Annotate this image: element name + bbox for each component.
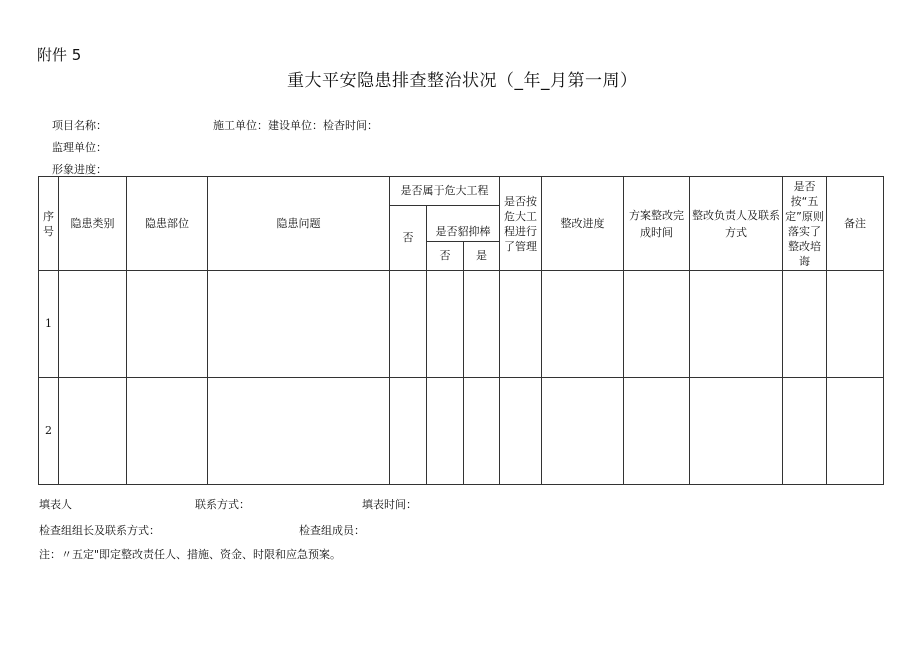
header-seq: 序号 [39,177,59,271]
header-responsible: 整改负责人及联系方式 [690,177,783,271]
header-category: 隐患类别 [59,177,127,271]
header-progress: 整改进度 [542,177,624,271]
header-remarks: 备注 [827,177,884,271]
filler-label: 填表人 [39,498,72,511]
table-row [39,271,884,378]
table-row [39,378,884,485]
header-exceeds-yes: 是 [464,242,500,271]
header-dangerous-no: 否 [390,206,427,271]
header-location: 隐患部位 [127,177,208,271]
fill-time-label: 填表时间： [362,498,417,511]
header-five-fixed: 是否按“五定”原则落实了整改培诲 [783,177,827,271]
attachment-label: 附件 5 [37,46,82,64]
note-text: 注：〃五定"即定整改责任人、措施、资金、时限和应急预案。 [39,548,342,561]
page-title: 重大平安隐患排查整治状况（_年_月第一周） [287,71,638,91]
team-members-label: 检查组成员： [299,524,365,537]
header-issue: 隐患问题 [208,177,390,271]
header-exceeds-no: 否 [427,242,464,271]
header-exceeds-scale: 是否貂抑棒 [427,206,500,242]
header-managed: 是否按危大工程进行了管理 [500,177,542,271]
project-name-label: 项目名称： [52,119,107,132]
progress-label: 形象进度： [52,163,107,176]
header-completion-time: 方案整改完成时间 [624,177,690,271]
row-seq: 1 [39,271,59,378]
supervision-unit-label: 监理单位： [52,141,107,154]
row-seq: 2 [39,378,59,485]
construction-unit-label: 施工单位：建设单位：检杳时间： [213,119,378,132]
contact-label: 联系方式： [195,498,250,511]
team-leader-label: 检查组组长及联系方式： [39,524,160,537]
header-dangerous-project: 是否属于危大工程 [390,177,500,206]
hazard-table [38,176,884,485]
